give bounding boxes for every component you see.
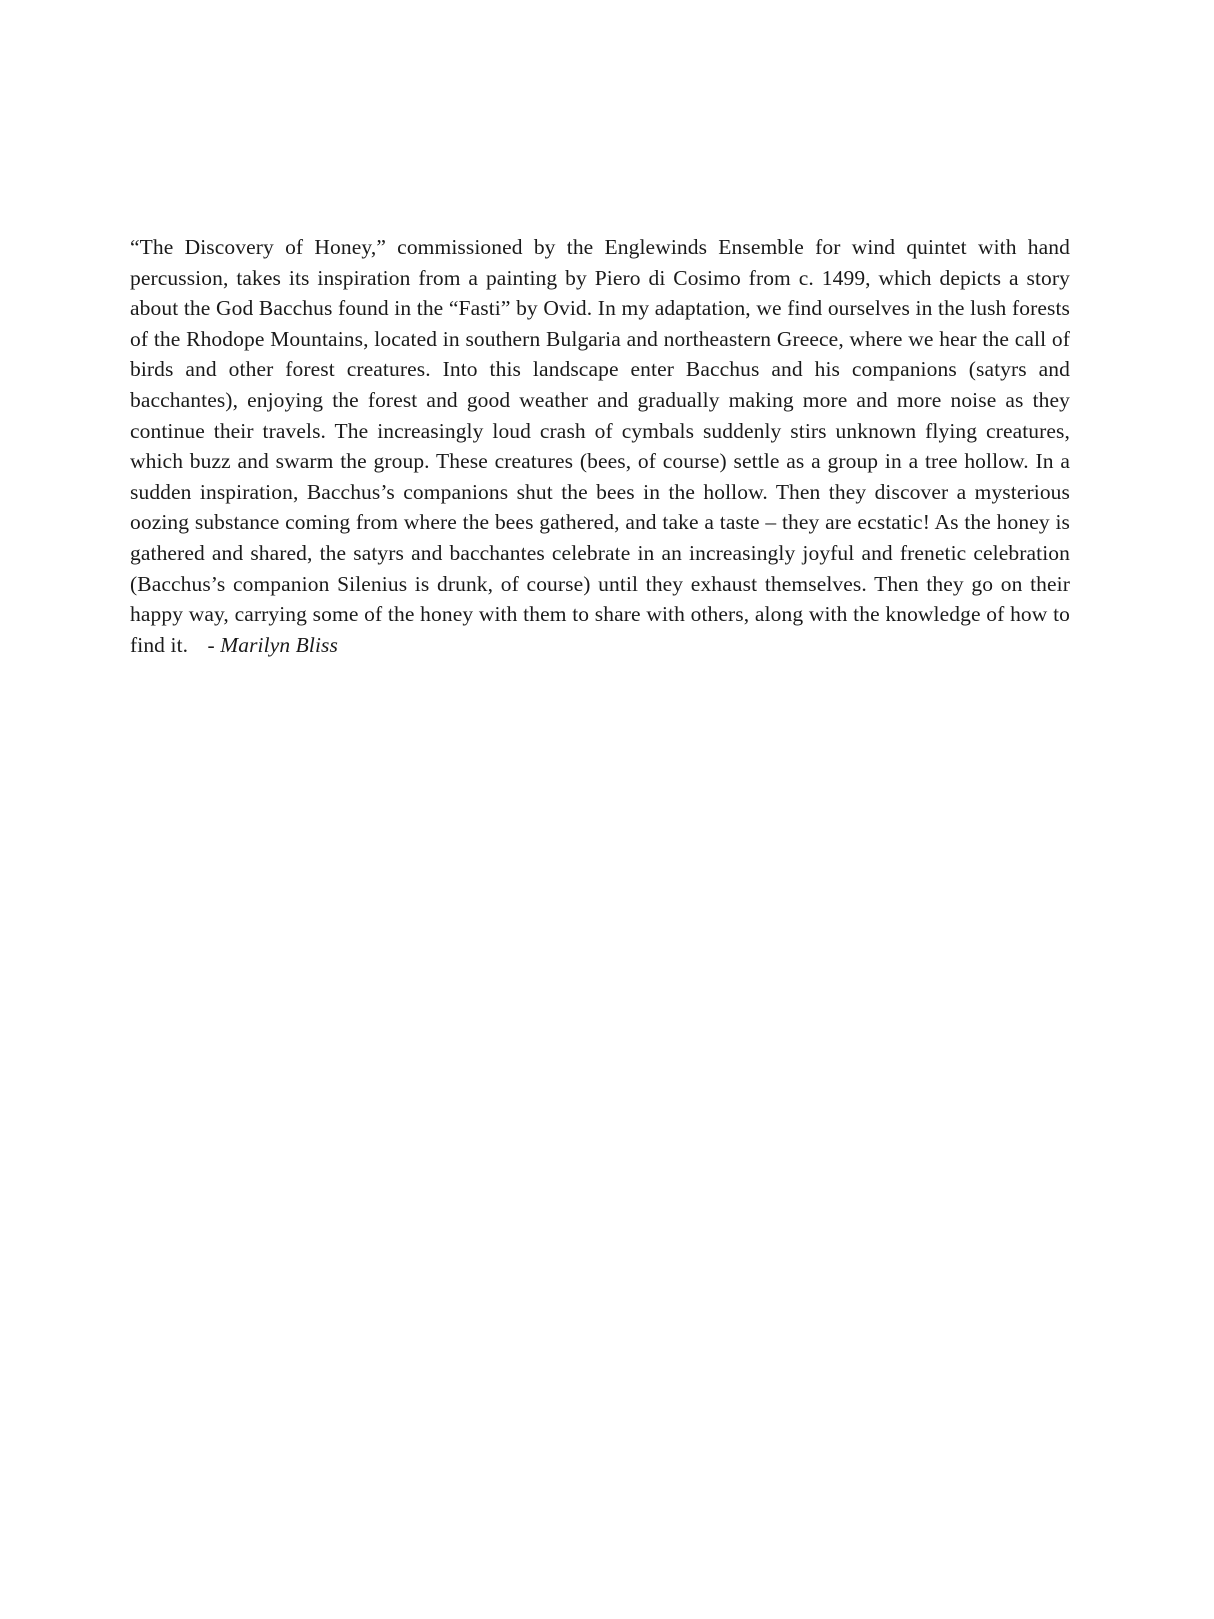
- attribution-author: - Marilyn Bliss: [207, 632, 338, 657]
- program-note-paragraph: [130, 232, 1070, 660]
- program-note-block: [130, 232, 1070, 660]
- program-note-text: “The Discovery of Honey,” commissioned by the Englewinds Ensemble for wind quintet with hand percussion, takes its inspiration from a painting by Piero di Cosimo from c. 1499, which depicts a story about the God Bacchus found in the “Fasti” by Ovid. In my adaptation, we find ourselves in the lush forests of the Rhodope Mountains, located in southern Bulgaria and northeastern Greece, where we hear the call of birds and other forest creatures. Into this landscape enter Bacchus and his companions (satyrs and bacchantes), enjoying the forest and good weather and gradually making more and more noise as they continue their travels. The increasingly loud crash of cymbals suddenly stirs unknown flying creatures, which buzz and swarm the group. These creatures (bees, of course) settle as a group in a tree hollow. In a sudden inspiration, Bacchus’s companions shut the bees in the hollow. Then they discover a mysterious oozing substance coming from where the bees gathered, and take a taste – they are ecstatic! As the honey is gathered and shared, the satyrs and bacchantes celebrate in an increasingly joyful and frenetic celebration (Bacchus’s companion Silenius is drunk, of course) until they exhaust themselves. Then they go on their happy way, carrying some of the honey with them to share with others, along with the knowledge of how to find it.: [130, 235, 1070, 657]
